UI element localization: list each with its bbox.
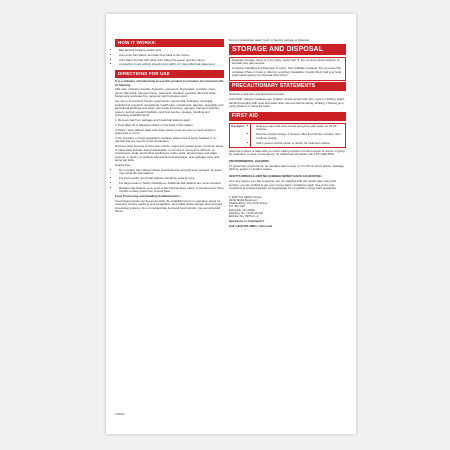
list-item: • For best results, all 12 bait stations should be used at once. xyxy=(119,177,224,181)
legal-line: © 2023 The ORTHO Group xyxy=(229,195,262,199)
first-aid-instructions xyxy=(251,124,345,147)
legal-line: World Rights Reserved. xyxy=(229,199,258,203)
product-label xyxy=(106,14,356,434)
guarantee-title: SCOTTS MIRACLE-GRO NO-QUIBBLE MONEY BACK GUARANTEE: xyxy=(229,174,322,179)
step-3: 3. Place / stick stations label side down where pests are seen or pest activity is suspected to occur. xyxy=(115,127,216,136)
storage-header: STORAGE AND DISPOSAL xyxy=(229,44,346,55)
first-aid-table xyxy=(229,123,346,148)
list-item: • Hold eye open and rinse slowly and gently with water for 15-20 minutes. xyxy=(256,125,343,132)
guarantee-text: If for any reason you, the consumer, are not satisfied with the results after using this product, you are entitled to get your money back. Limitations apply. See terms and conditions at scottsmiraclegro.com/guarantee for no-quibble money-back guarantee. xyxy=(229,179,337,191)
poison-control-note: Have the product or label with you when calling a Poison Control Center or doctor or going for treatment. In case of emergency, for additional information call 1-877-960-5561. xyxy=(229,148,345,157)
directions-header: DIRECTIONS FOR USE xyxy=(115,70,224,78)
step-1: 1. Remove bait from package and break bait stations apart. xyxy=(115,118,191,123)
environmental-hazards-text: To protect the environment, do not allow bait to enter or run off into storm drains, drainage ditches, gutters or surface waters. xyxy=(229,163,344,172)
first-aid-header: FIRST AID xyxy=(229,112,346,121)
legal-line: Marysville, OH 43040 xyxy=(229,208,255,212)
caution-text: CAUTION: Causes moderate eye irritation. Avoid contact with skin, eyes or clothing. Wash hands thoroughly with soap and water after use and before eating, drinking, chewing gum, using tobacco or using the toilet. xyxy=(229,97,345,109)
step-2: 2. Peel label off of adhesive sticker on the back of the station. xyxy=(115,122,194,127)
legal-block xyxy=(229,196,346,218)
pesticide-storage: Pesticide Storage: Store in a dry place, below 110 °F. Do not store where children or animals may gain access. xyxy=(232,57,340,66)
pests-killed: Kills ants, including acrobat, Argentine, pavement, big-headed, cornfield, crazy, ghost, little black, odorous house, pavement, pharaoh, pyramid, thief and white-footed ants (excludes fire, carpenter and harvester ants). xyxy=(115,87,217,99)
list-item: • For large areas or heavy infestations, additional bait stations are recommended. xyxy=(119,182,224,186)
food-processing-title: Food Processing and Handling Establishments: xyxy=(115,194,181,199)
environmental-hazards-title: ENVIRONMENTAL HAZARDS xyxy=(229,159,269,164)
contact-phone: Call 1-800-225-2883 / ortho.com xyxy=(229,224,273,229)
food-processing-text: Food areas include serving areas while the establishment is in operation, areas for receiving, storing, packing, and preparation, and edible waste storage and enclosed processing systems. Do not contaminate food and food utensils. Use as instructed above. xyxy=(115,198,223,214)
list-item: • Call a poison control center or doctor for treatment advice. xyxy=(256,142,343,146)
step-4: 4. Do not place on food preparation surfaces where food is being handled or on utensils that are used for food preparation. xyxy=(115,135,217,144)
list-item: • A reduction in ant activity should occur within 3-7 days after bait placement. xyxy=(119,63,224,67)
first-aid-eyes-label: If in Eyes: xyxy=(230,124,251,147)
questions-title: Questions or Comments? xyxy=(229,219,265,224)
left-column xyxy=(115,39,224,215)
list-item: • Do not place bait stations where insecticide has recently been sprayed, as pests may avoid the bait stations. xyxy=(119,169,224,176)
list-item: • Remove contact lenses, if present, after the first five minutes, then continue rinsing. xyxy=(256,133,343,140)
list-item: • Replace bait stations once most of the bait has been eaten, or at least every three months to keep pests from coming back. xyxy=(119,187,224,194)
legal-line: EPA Reg. No. 71079-15-239 xyxy=(229,211,263,215)
helpful-tips-list xyxy=(115,169,224,194)
legal-line: EPA Est. No. 39974-IL-2 xyxy=(229,215,259,219)
list-item: • Ants share the bait with other ants, killing the queen and the colony. xyxy=(119,59,224,63)
helpful-tips-title: Helpful Tips: xyxy=(115,163,131,168)
label-code: C86842 xyxy=(115,412,125,416)
container-disposal: Container Handling and Disposal: If empty: Non-refillable container. Do not reuse this container. Place in trash or offer for recycling if available. If partly filled: Call your local solid waste agency for disposal instructions. xyxy=(232,66,342,78)
list-item: • Ants enter bait station and take food back to the colony. xyxy=(119,54,224,58)
list-item: • Bait attracts foraging worker ants. xyxy=(119,49,224,53)
legal-line: P.O. Box 190 xyxy=(229,205,245,209)
how-it-works-header: HOW IT WORKS: xyxy=(115,39,224,47)
right-column xyxy=(229,39,346,230)
legal-line: Distributed by: The Ortho Group xyxy=(229,202,268,206)
storage-box xyxy=(229,57,346,81)
hazards-subtitle: Hazards to Humans and Domestic Animals xyxy=(229,92,284,97)
placement-text: Remove other sources of food, like crumbs, sugar and grease spots. Common areas to place baits include: along baseboards, in corners of rooms and cabinets, on countertops, under and behind appliances, under sinks, around pipes and water sources, in pantry, on window sills and around doorways, near garbage cans, and along pet trails. xyxy=(115,144,224,163)
federal-law-notice: It is a violation of Federal law to use this product in a manner inconsistent with its labeling. xyxy=(115,79,224,87)
precautionary-header: PRECAUTIONARY STATEMENTS xyxy=(229,82,346,91)
use-sites: For use in and around homes, apartments, commercial, industrial, municipal, institutional, research, recreational, health care, educational, daycare, hospitality and agricultural buildings and other man-made structures, garages, transport vehicles, sewers, animal research facilities, and food service, storage, handling and processing establishments. xyxy=(115,99,224,118)
how-it-works-list xyxy=(115,49,224,67)
contamination-note: Do not contaminate water, food, or feed by storage or disposal. xyxy=(229,38,310,42)
